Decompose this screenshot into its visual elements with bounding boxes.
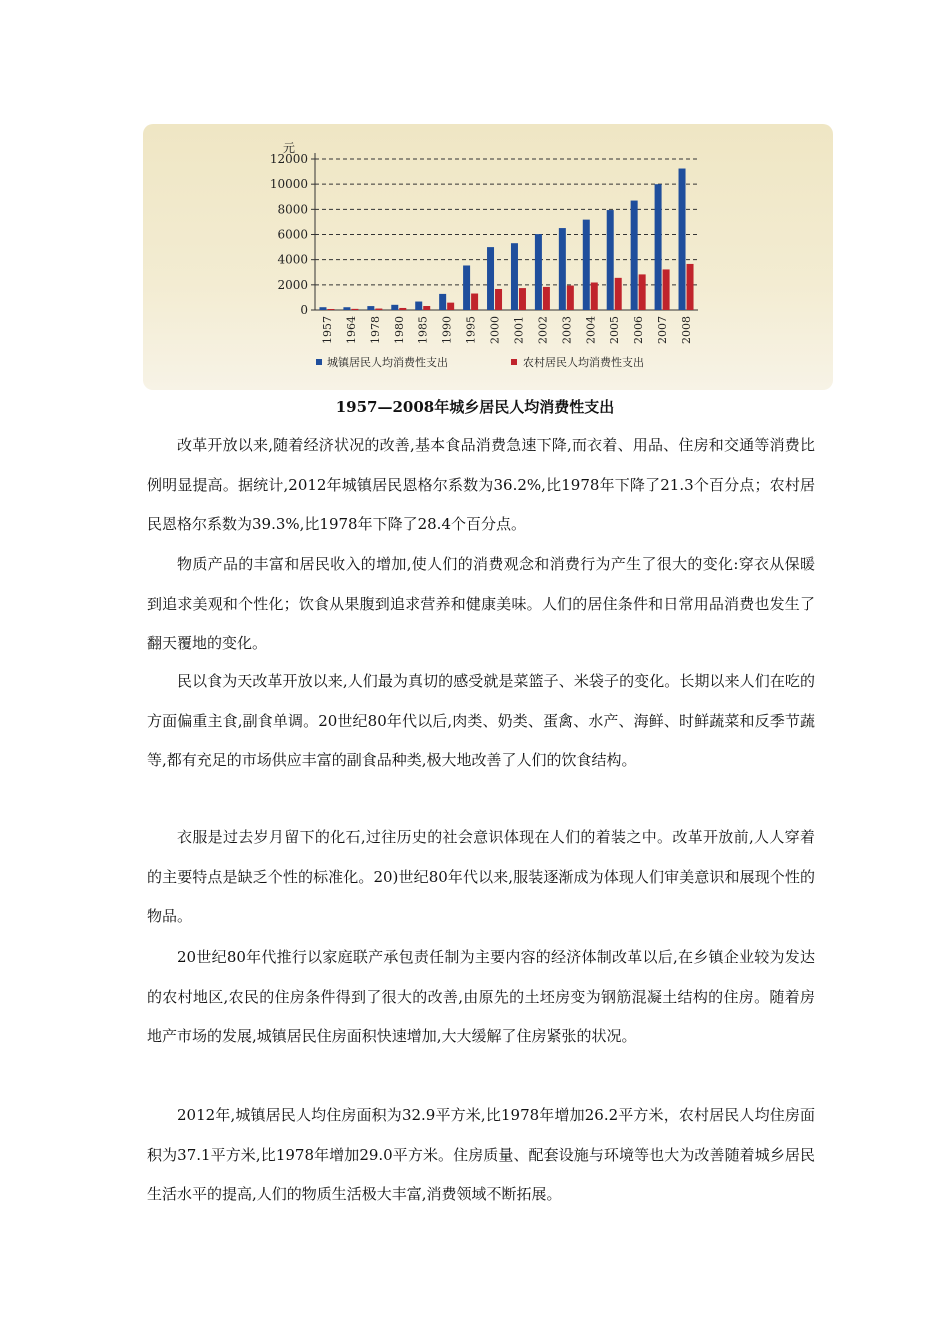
y-tick-label: 0: [300, 303, 308, 317]
x-tick-label: 1957: [320, 316, 334, 344]
x-tick-label: 2005: [608, 316, 622, 344]
bar-urban: [391, 305, 398, 310]
bar-rural: [663, 269, 670, 310]
x-tick-label: 1980: [392, 316, 406, 344]
legend-label-urban: 城镇居民人均消费性支出: [327, 356, 448, 369]
paragraph-2: 物质产品的丰富和居民收入的增加,使人们的消费观念和消费行为产生了很大的变化:穿衣从保暖到追求美观和个性化；饮食从果腹到追求营养和健康美味。人们的居住条件和日常用品消费也发生了翻天覆地的变化。: [147, 555, 815, 652]
bar-rural: [687, 264, 694, 310]
y-unit-label: 元: [283, 141, 296, 155]
bar-urban: [319, 307, 326, 310]
bar-urban: [655, 184, 662, 310]
bar-urban: [535, 234, 542, 310]
x-tick-label: 2003: [560, 316, 574, 344]
y-tick-label: 10000: [269, 177, 308, 192]
bar-rural: [495, 289, 502, 310]
x-tick-label: 1985: [416, 316, 430, 344]
bar-rural: [351, 309, 358, 310]
legend-swatch-rural: [511, 359, 517, 365]
bar-urban: [631, 201, 638, 310]
consumption-bar-chart: [143, 124, 833, 390]
bar-rural: [399, 308, 406, 310]
bar-urban: [343, 307, 350, 310]
paragraph-4: 衣服是过去岁月留下的化石,过往历史的社会意识体现在人们的着装之中。改革开放前,人人穿着的主要特点是缺乏个性的标准化。20)世纪80年代以来,服装逐渐成为体现人们审美意识和展现个性的物品。: [147, 828, 815, 925]
legend-swatch-urban: [316, 359, 322, 365]
bar-urban: [559, 228, 566, 310]
x-tick-label: 2008: [680, 316, 694, 344]
paragraph-3: 民以食为天改革开放以来,人们最为真切的感受就是菜篮子、米袋子的变化。长期以来人们在吃的方面偏重主食,副食单调。20世纪80年代以后,肉类、奶类、蛋禽、水产、海鲜、时鲜蔬菜和反季节蔬等,都有充足的市场供应丰富的副食品种类,极大地改善了人们的饮食结构。: [147, 672, 815, 769]
bar-rural: [591, 283, 598, 310]
y-tick-label: 12000: [269, 152, 308, 166]
bar-rural: [567, 286, 574, 310]
paragraph-5: 20世纪80年代推行以家庭联产承包责任制为主要内容的经济体制改革以后,在乡镇企业较为发达的农村地区,农民的住房条件得到了很大的改善,由原先的土坯房变为钢筋混凝土结构的住房。随着房地产市场的发展,城镇居民住房面积快速增加,大大缓解了住房紧张的状况。: [147, 948, 815, 1045]
bar-urban: [439, 294, 446, 310]
bar-rural: [447, 303, 454, 310]
chart-caption: 1957—2008年城乡居民人均消费性支出: [335, 398, 615, 416]
y-tick-label: 4000: [277, 252, 308, 267]
bar-rural: [327, 309, 334, 310]
bar-rural: [423, 306, 430, 310]
bar-rural: [543, 287, 550, 310]
bar-urban: [415, 302, 422, 310]
bar-urban: [607, 210, 614, 310]
x-tick-label: 2002: [536, 316, 550, 344]
x-tick-label: 2004: [584, 316, 598, 344]
chart-figure: [143, 124, 833, 390]
bar-urban: [487, 247, 494, 310]
bar-rural: [375, 309, 382, 310]
x-tick-label: 1995: [464, 316, 478, 344]
y-tick-label: 2000: [277, 277, 308, 292]
bar-urban: [679, 169, 686, 310]
legend-label-rural: 农村居民人均消费性支出: [523, 356, 644, 369]
paragraph-1: 改革开放以来,随着经济状况的改善,基本食品消费急速下降,而衣着、用品、住房和交通等消费比例明显提高。据统计,2012年城镇居民恩格尔系数为36.2%,比1978年下降了21.3个百分点；农村居民恩格尔系数为39.3%,比1978年下降了28.4个百分点。: [147, 436, 815, 533]
x-tick-label: 2001: [512, 316, 526, 344]
x-tick-label: 2006: [632, 316, 646, 344]
y-tick-label: 8000: [277, 202, 308, 217]
x-tick-label: 1964: [344, 316, 358, 344]
bar-rural: [519, 288, 526, 310]
x-tick-label: 2000: [488, 316, 502, 344]
bar-urban: [511, 243, 518, 310]
paragraph-6: 2012年,城镇居民人均住房面积为32.9平方米,比1978年增加26.2平方米，农村居民人均住房面积为37.1平方米,比1978年增加29.0平方米。住房质量、配套设施与环境等也大为改善随着城乡居民生活水平的提高,人们的物质生活极大丰富,消费领域不断拓展。: [147, 1106, 815, 1203]
bar-rural: [639, 274, 646, 310]
x-tick-label: 2007: [656, 316, 670, 344]
bar-urban: [463, 265, 470, 310]
x-tick-label: 1978: [368, 316, 382, 344]
x-tick-label: 1990: [440, 316, 454, 344]
y-tick-label: 6000: [277, 227, 308, 242]
bar-urban: [583, 220, 590, 310]
bar-rural: [615, 278, 622, 310]
bar-rural: [471, 294, 478, 310]
bar-urban: [367, 306, 374, 310]
